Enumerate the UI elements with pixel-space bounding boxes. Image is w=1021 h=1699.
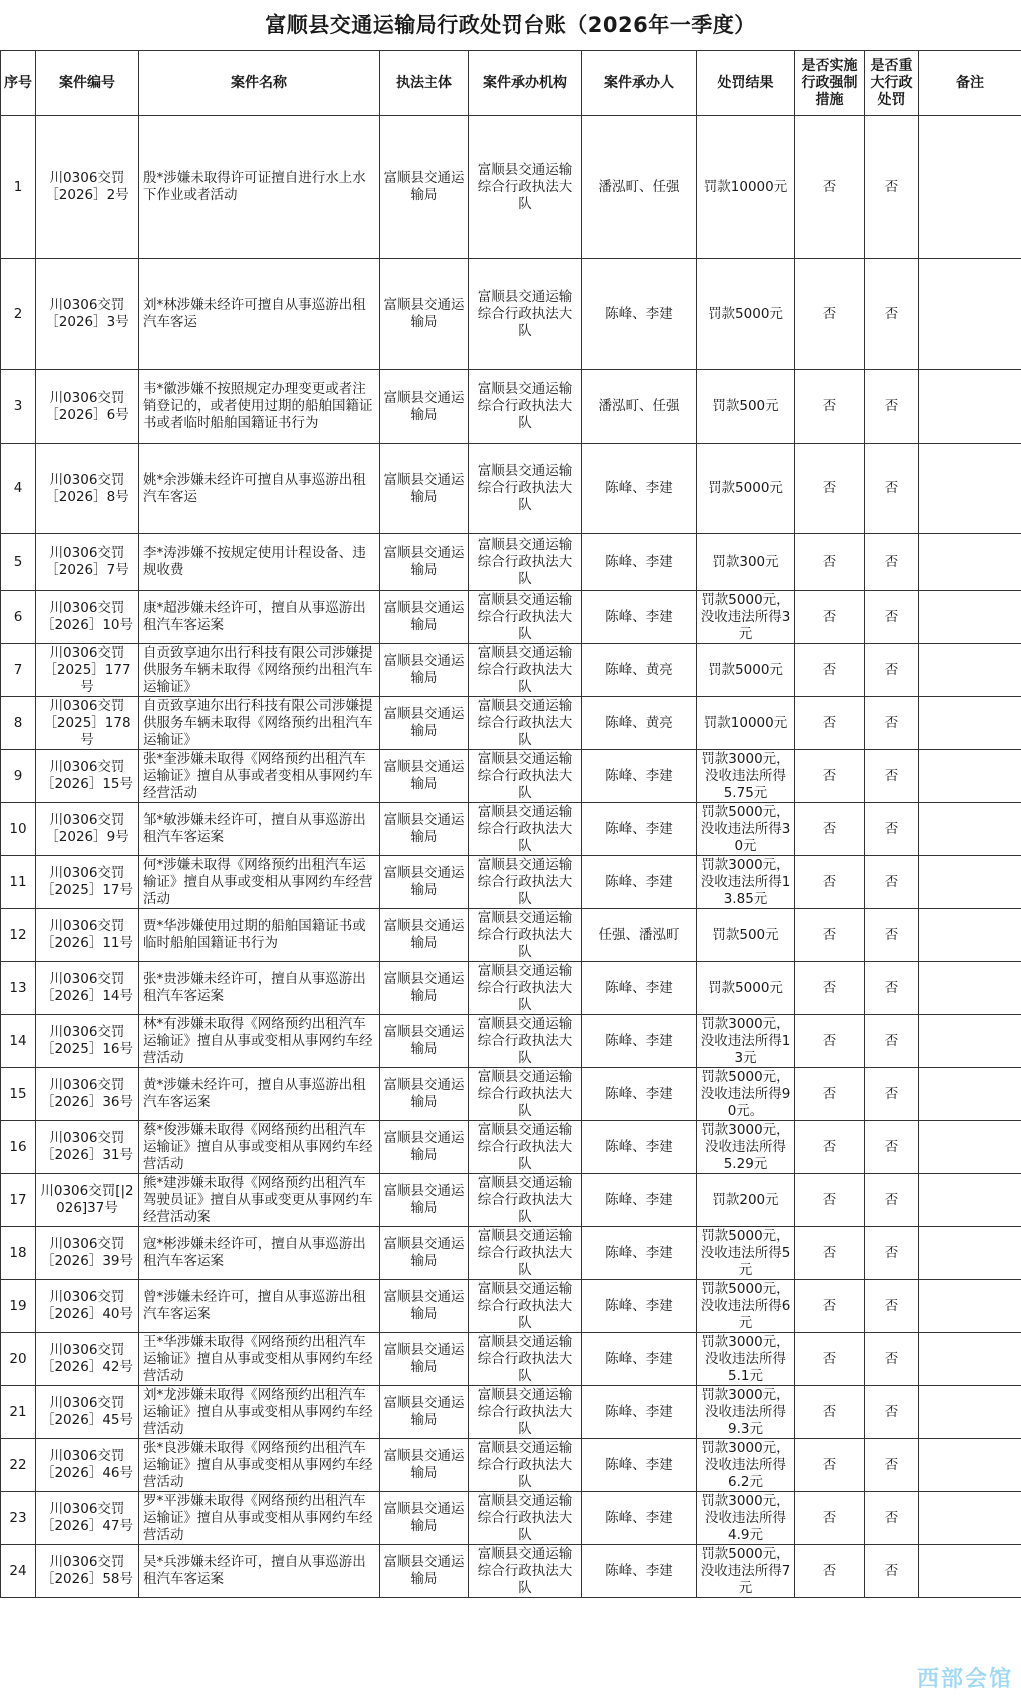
case-code: 川0306交罚［2026］39号 — [36, 1227, 139, 1280]
case-name: 姚*余涉嫌未经许可擅自从事巡游出租汽车客运 — [139, 444, 380, 534]
row-number: 8 — [1, 697, 36, 750]
remark — [919, 534, 1021, 591]
case-name: 熊*建涉嫌未取得《网络预约出租汽车驾驶员证》擅自从事或变更从事网约车经营活动案 — [139, 1174, 380, 1227]
compulsory-measure: 否 — [795, 1545, 865, 1598]
remark — [919, 644, 1021, 697]
major-penalty: 否 — [865, 697, 919, 750]
handling-org: 富顺县交通运输综合行政执法大队 — [469, 1015, 582, 1068]
handling-org: 富顺县交通运输综合行政执法大队 — [469, 644, 582, 697]
handling-org: 富顺县交通运输综合行政执法大队 — [469, 1227, 582, 1280]
header-major: 是否重大行政处罚 — [865, 51, 919, 116]
compulsory-measure: 否 — [795, 116, 865, 259]
row-number: 12 — [1, 909, 36, 962]
compulsory-measure: 否 — [795, 1492, 865, 1545]
enforcement-subject: 富顺县交通运输局 — [380, 1492, 469, 1545]
penalty-result: 罚款3000元，没收违法所得13.85元 — [697, 856, 795, 909]
table-row — [1, 962, 1021, 1015]
compulsory-measure: 否 — [795, 259, 865, 370]
table-row — [1, 1439, 1021, 1492]
row-number: 21 — [1, 1386, 36, 1439]
major-penalty: 否 — [865, 1280, 919, 1333]
penalty-result: 罚款10000元 — [697, 697, 795, 750]
handling-org: 富顺县交通运输综合行政执法大队 — [469, 591, 582, 644]
major-penalty: 否 — [865, 370, 919, 444]
remark — [919, 750, 1021, 803]
penalty-result: 罚款5000元，没收违法所得6元 — [697, 1280, 795, 1333]
handling-officer: 陈峰、李建 — [582, 750, 697, 803]
case-code: 川0306交罚［2026］8号 — [36, 444, 139, 534]
case-code: 川0306交罚［2025］178号 — [36, 697, 139, 750]
enforcement-subject: 富顺县交通运输局 — [380, 1280, 469, 1333]
enforcement-subject: 富顺县交通运输局 — [380, 1386, 469, 1439]
table-row — [1, 909, 1021, 962]
case-code: 川0306交罚［2025］16号 — [36, 1015, 139, 1068]
case-name: 自贡致享迪尔出行科技有限公司涉嫌提供服务车辆未取得《网络预约出租汽车运输证》 — [139, 697, 380, 750]
case-code: 川0306交罚［2026］47号 — [36, 1492, 139, 1545]
major-penalty: 否 — [865, 750, 919, 803]
handling-org: 富顺县交通运输综合行政执法大队 — [469, 803, 582, 856]
penalty-result: 罚款5000元 — [697, 444, 795, 534]
case-code: 川0306交罚［2026］42号 — [36, 1333, 139, 1386]
penalty-result: 罚款500元 — [697, 370, 795, 444]
compulsory-measure: 否 — [795, 697, 865, 750]
handling-officer: 任强、潘泓町 — [582, 909, 697, 962]
handling-officer: 陈峰、李建 — [582, 856, 697, 909]
remark — [919, 1121, 1021, 1174]
case-code: 川0306交罚［2026］46号 — [36, 1439, 139, 1492]
handling-org: 富顺县交通运输综合行政执法大队 — [469, 697, 582, 750]
case-name: 张*贵涉嫌未经许可，擅自从事巡游出租汽车客运案 — [139, 962, 380, 1015]
penalty-result: 罚款300元 — [697, 534, 795, 591]
handling-officer: 陈峰、李建 — [582, 259, 697, 370]
header-name: 案件名称 — [139, 51, 380, 116]
enforcement-subject: 富顺县交通运输局 — [380, 856, 469, 909]
table-header-row — [1, 51, 1021, 116]
remark — [919, 259, 1021, 370]
row-number: 14 — [1, 1015, 36, 1068]
header-officer: 案件承办人 — [582, 51, 697, 116]
enforcement-subject: 富顺县交通运输局 — [380, 803, 469, 856]
case-name: 吴*兵涉嫌未经许可，擅自从事巡游出租汽车客运案 — [139, 1545, 380, 1598]
enforcement-subject: 富顺县交通运输局 — [380, 1333, 469, 1386]
table-row — [1, 534, 1021, 591]
handling-org: 富顺县交通运输综合行政执法大队 — [469, 116, 582, 259]
handling-org: 富顺县交通运输综合行政执法大队 — [469, 1439, 582, 1492]
compulsory-measure: 否 — [795, 444, 865, 534]
handling-org: 富顺县交通运输综合行政执法大队 — [469, 1174, 582, 1227]
table-row — [1, 1015, 1021, 1068]
row-number: 11 — [1, 856, 36, 909]
table-row — [1, 644, 1021, 697]
penalty-result: 罚款5000元，没收违法所得5元 — [697, 1227, 795, 1280]
major-penalty: 否 — [865, 1333, 919, 1386]
case-code: 川0306交罚［2026］2号 — [36, 116, 139, 259]
case-code: 川0306交罚［2026］31号 — [36, 1121, 139, 1174]
enforcement-subject: 富顺县交通运输局 — [380, 962, 469, 1015]
major-penalty: 否 — [865, 1386, 919, 1439]
major-penalty: 否 — [865, 962, 919, 1015]
row-number: 20 — [1, 1333, 36, 1386]
handling-org: 富顺县交通运输综合行政执法大队 — [469, 370, 582, 444]
row-number: 24 — [1, 1545, 36, 1598]
table-row — [1, 856, 1021, 909]
compulsory-measure: 否 — [795, 1174, 865, 1227]
case-name: 韦*徽涉嫌不按照规定办理变更或者注销登记的，或者使用过期的船舶国籍证书或者临时船舶国籍证书行为 — [139, 370, 380, 444]
major-penalty: 否 — [865, 803, 919, 856]
case-name: 刘*林涉嫌未经许可擅自从事巡游出租汽车客运 — [139, 259, 380, 370]
row-number: 10 — [1, 803, 36, 856]
penalty-result: 罚款5000元，没收违法所得7元 — [697, 1545, 795, 1598]
table-row — [1, 1386, 1021, 1439]
row-number: 1 — [1, 116, 36, 259]
compulsory-measure: 否 — [795, 803, 865, 856]
case-name: 何*涉嫌未取得《网络预约出租汽车运输证》擅自从事或变相从事网约车经营活动 — [139, 856, 380, 909]
case-code: 川0306交罚［2026］7号 — [36, 534, 139, 591]
major-penalty: 否 — [865, 909, 919, 962]
handling-org: 富顺县交通运输综合行政执法大队 — [469, 962, 582, 1015]
header-force: 是否实施行政强制措施 — [795, 51, 865, 116]
header-result: 处罚结果 — [697, 51, 795, 116]
handling-officer: 陈峰、李建 — [582, 534, 697, 591]
table-row — [1, 803, 1021, 856]
remark — [919, 444, 1021, 534]
case-code: 川0306交罚［2025］17号 — [36, 856, 139, 909]
row-number: 2 — [1, 259, 36, 370]
enforcement-subject: 富顺县交通运输局 — [380, 259, 469, 370]
compulsory-measure: 否 — [795, 856, 865, 909]
penalty-result: 罚款3000元，没收违法所得5.1元 — [697, 1333, 795, 1386]
remark — [919, 370, 1021, 444]
table-row — [1, 259, 1021, 370]
handling-officer: 陈峰、黄亮 — [582, 697, 697, 750]
compulsory-measure: 否 — [795, 750, 865, 803]
penalty-result: 罚款3000元，没收违法所得6.2元 — [697, 1439, 795, 1492]
major-penalty: 否 — [865, 534, 919, 591]
case-code: 川0306交罚［2026］9号 — [36, 803, 139, 856]
case-name: 曾*涉嫌未经许可，擅自从事巡游出租汽车客运案 — [139, 1280, 380, 1333]
header-subject: 执法主体 — [380, 51, 469, 116]
case-name: 贾*华涉嫌使用过期的船舶国籍证书或临时船舶国籍证书行为 — [139, 909, 380, 962]
handling-officer: 陈峰、李建 — [582, 962, 697, 1015]
row-number: 15 — [1, 1068, 36, 1121]
compulsory-measure: 否 — [795, 1280, 865, 1333]
penalty-result: 罚款5000元，没收违法所得30元 — [697, 803, 795, 856]
enforcement-subject: 富顺县交通运输局 — [380, 1227, 469, 1280]
remark — [919, 1545, 1021, 1598]
table-row — [1, 1280, 1021, 1333]
compulsory-measure: 否 — [795, 1333, 865, 1386]
remark — [919, 1015, 1021, 1068]
remark — [919, 909, 1021, 962]
row-number: 9 — [1, 750, 36, 803]
enforcement-subject: 富顺县交通运输局 — [380, 444, 469, 534]
enforcement-subject: 富顺县交通运输局 — [380, 1015, 469, 1068]
row-number: 19 — [1, 1280, 36, 1333]
handling-org: 富顺县交通运输综合行政执法大队 — [469, 534, 582, 591]
handling-officer: 陈峰、李建 — [582, 1386, 697, 1439]
major-penalty: 否 — [865, 1068, 919, 1121]
table-row — [1, 591, 1021, 644]
table-row — [1, 1492, 1021, 1545]
table-row — [1, 1545, 1021, 1598]
row-number: 23 — [1, 1492, 36, 1545]
compulsory-measure: 否 — [795, 534, 865, 591]
header-org: 案件承办机构 — [469, 51, 582, 116]
handling-org: 富顺县交通运输综合行政执法大队 — [469, 1492, 582, 1545]
major-penalty: 否 — [865, 644, 919, 697]
case-name: 自贡致享迪尔出行科技有限公司涉嫌提供服务车辆未取得《网络预约出租汽车运输证》 — [139, 644, 380, 697]
case-name: 殷*涉嫌未取得许可证擅自进行水上水下作业或者活动 — [139, 116, 380, 259]
handling-officer: 潘泓町、任强 — [582, 116, 697, 259]
case-code: 川0306交罚［2025］177号 — [36, 644, 139, 697]
table-row — [1, 1174, 1021, 1227]
major-penalty: 否 — [865, 1227, 919, 1280]
compulsory-measure: 否 — [795, 1068, 865, 1121]
remark — [919, 116, 1021, 259]
enforcement-subject: 富顺县交通运输局 — [380, 1174, 469, 1227]
handling-org: 富顺县交通运输综合行政执法大队 — [469, 1545, 582, 1598]
row-number: 7 — [1, 644, 36, 697]
page-title: 富顺县交通运输局行政处罚台账（2026年一季度） — [265, 13, 756, 37]
remark — [919, 697, 1021, 750]
remark — [919, 1068, 1021, 1121]
major-penalty: 否 — [865, 1439, 919, 1492]
header-note: 备注 — [919, 51, 1021, 116]
case-code: 川0306交罚［2026］45号 — [36, 1386, 139, 1439]
major-penalty: 否 — [865, 856, 919, 909]
remark — [919, 1174, 1021, 1227]
row-number: 13 — [1, 962, 36, 1015]
enforcement-subject: 富顺县交通运输局 — [380, 591, 469, 644]
penalty-result: 罚款500元 — [697, 909, 795, 962]
enforcement-subject: 富顺县交通运输局 — [380, 1068, 469, 1121]
handling-officer: 陈峰、李建 — [582, 1545, 697, 1598]
header-code: 案件编号 — [36, 51, 139, 116]
handling-org: 富顺县交通运输综合行政执法大队 — [469, 259, 582, 370]
enforcement-subject: 富顺县交通运输局 — [380, 1121, 469, 1174]
table-row — [1, 1121, 1021, 1174]
handling-officer: 陈峰、李建 — [582, 1280, 697, 1333]
row-number: 6 — [1, 591, 36, 644]
remark — [919, 1492, 1021, 1545]
case-name: 邹*敏涉嫌未经许可，擅自从事巡游出租汽车客运案 — [139, 803, 380, 856]
case-code: 川0306交罚［2026］58号 — [36, 1545, 139, 1598]
table-row — [1, 1227, 1021, 1280]
remark — [919, 1333, 1021, 1386]
enforcement-subject: 富顺县交通运输局 — [380, 750, 469, 803]
compulsory-measure: 否 — [795, 370, 865, 444]
remark — [919, 856, 1021, 909]
case-code: 川0306交罚［2026］40号 — [36, 1280, 139, 1333]
remark — [919, 591, 1021, 644]
handling-officer: 陈峰、李建 — [582, 803, 697, 856]
row-number: 16 — [1, 1121, 36, 1174]
major-penalty: 否 — [865, 444, 919, 534]
remark — [919, 803, 1021, 856]
handling-org: 富顺县交通运输综合行政执法大队 — [469, 1333, 582, 1386]
enforcement-subject: 富顺县交通运输局 — [380, 534, 469, 591]
handling-officer: 陈峰、黄亮 — [582, 644, 697, 697]
major-penalty: 否 — [865, 116, 919, 259]
enforcement-subject: 富顺县交通运输局 — [380, 116, 469, 259]
remark — [919, 1386, 1021, 1439]
case-code: 川0306交罚［2026］11号 — [36, 909, 139, 962]
handling-officer: 陈峰、李建 — [582, 591, 697, 644]
case-name: 康*超涉嫌未经许可，擅自从事巡游出租汽车客运案 — [139, 591, 380, 644]
remark — [919, 1227, 1021, 1280]
handling-org: 富顺县交通运输综合行政执法大队 — [469, 1121, 582, 1174]
handling-officer: 陈峰、李建 — [582, 1439, 697, 1492]
compulsory-measure: 否 — [795, 1386, 865, 1439]
handling-officer: 陈峰、李建 — [582, 1121, 697, 1174]
handling-officer: 陈峰、李建 — [582, 1227, 697, 1280]
header-no: 序号 — [1, 51, 36, 116]
row-number: 3 — [1, 370, 36, 444]
handling-org: 富顺县交通运输综合行政执法大队 — [469, 856, 582, 909]
penalty-result: 罚款5000元 — [697, 644, 795, 697]
case-code: 川0306交罚［2026］14号 — [36, 962, 139, 1015]
compulsory-measure: 否 — [795, 644, 865, 697]
compulsory-measure: 否 — [795, 962, 865, 1015]
handling-org: 富顺县交通运输综合行政执法大队 — [469, 909, 582, 962]
major-penalty: 否 — [865, 591, 919, 644]
penalty-result: 罚款5000元 — [697, 259, 795, 370]
handling-officer: 陈峰、李建 — [582, 1492, 697, 1545]
compulsory-measure: 否 — [795, 1121, 865, 1174]
case-name: 黄*涉嫌未经许可，擅自从事巡游出租汽车客运案 — [139, 1068, 380, 1121]
remark — [919, 1280, 1021, 1333]
row-number: 18 — [1, 1227, 36, 1280]
major-penalty: 否 — [865, 1492, 919, 1545]
enforcement-subject: 富顺县交通运输局 — [380, 644, 469, 697]
penalty-result: 罚款200元 — [697, 1174, 795, 1227]
handling-org: 富顺县交通运输综合行政执法大队 — [469, 1386, 582, 1439]
row-number: 5 — [1, 534, 36, 591]
case-code: 川0306交罚［2026］6号 — [36, 370, 139, 444]
handling-officer: 陈峰、李建 — [582, 1068, 697, 1121]
case-name: 王*华涉嫌未取得《网络预约出租汽车运输证》擅自从事或变相从事网约车经营活动 — [139, 1333, 380, 1386]
case-code: 川0306交罚[|2026]37号 — [36, 1174, 139, 1227]
handling-org: 富顺县交通运输综合行政执法大队 — [469, 1280, 582, 1333]
handling-officer: 潘泓町、任强 — [582, 370, 697, 444]
compulsory-measure: 否 — [795, 591, 865, 644]
handling-officer: 陈峰、李建 — [582, 1015, 697, 1068]
major-penalty: 否 — [865, 1015, 919, 1068]
compulsory-measure: 否 — [795, 1439, 865, 1492]
penalty-ledger-table — [0, 50, 1021, 1598]
row-number: 17 — [1, 1174, 36, 1227]
enforcement-subject: 富顺县交通运输局 — [380, 909, 469, 962]
case-code: 川0306交罚［2026］10号 — [36, 591, 139, 644]
table-row — [1, 444, 1021, 534]
table-row — [1, 116, 1021, 259]
table-row — [1, 1333, 1021, 1386]
penalty-result: 罚款3000元，没收违法所得9.3元 — [697, 1386, 795, 1439]
penalty-result: 罚款3000元，没收违法所得13元 — [697, 1015, 795, 1068]
case-name: 张*奎涉嫌未取得《网络预约出租汽车运输证》擅自从事或者变相从事网约车经营活动 — [139, 750, 380, 803]
remark — [919, 1439, 1021, 1492]
case-name: 刘*龙涉嫌未取得《网络预约出租汽车运输证》擅自从事或变相从事网约车经营活动 — [139, 1386, 380, 1439]
compulsory-measure: 否 — [795, 1227, 865, 1280]
case-code: 川0306交罚［2026］36号 — [36, 1068, 139, 1121]
case-name: 蔡*俊涉嫌未取得《网络预约出租汽车运输证》擅自从事或变相从事网约车经营活动 — [139, 1121, 380, 1174]
case-name: 李*涛涉嫌不按规定使用计程设备、违规收费 — [139, 534, 380, 591]
case-code: 川0306交罚［2026］3号 — [36, 259, 139, 370]
handling-org: 富顺县交通运输综合行政执法大队 — [469, 1068, 582, 1121]
penalty-result: 罚款3000元，没收违法所得5.75元 — [697, 750, 795, 803]
major-penalty: 否 — [865, 1545, 919, 1598]
compulsory-measure: 否 — [795, 1015, 865, 1068]
enforcement-subject: 富顺县交通运输局 — [380, 697, 469, 750]
case-name: 寇*彬涉嫌未经许可，擅自从事巡游出租汽车客运案 — [139, 1227, 380, 1280]
compulsory-measure: 否 — [795, 909, 865, 962]
penalty-result: 罚款5000元 — [697, 962, 795, 1015]
handling-officer: 陈峰、李建 — [582, 1333, 697, 1386]
table-row — [1, 697, 1021, 750]
watermark-logo: 西部会馆 — [916, 1667, 1013, 1692]
penalty-result: 罚款3000元，没收违法所得4.9元 — [697, 1492, 795, 1545]
row-number: 4 — [1, 444, 36, 534]
handling-org: 富顺县交通运输综合行政执法大队 — [469, 750, 582, 803]
table-row — [1, 750, 1021, 803]
handling-officer: 陈峰、李建 — [582, 444, 697, 534]
enforcement-subject: 富顺县交通运输局 — [380, 1439, 469, 1492]
major-penalty: 否 — [865, 1174, 919, 1227]
penalty-result: 罚款5000元，没收违法所得90元。 — [697, 1068, 795, 1121]
handling-org: 富顺县交通运输综合行政执法大队 — [469, 444, 582, 534]
case-name: 罗*平涉嫌未取得《网络预约出租汽车运输证》擅自从事或变相从事网约车经营活动 — [139, 1492, 380, 1545]
table-row — [1, 1068, 1021, 1121]
enforcement-subject: 富顺县交通运输局 — [380, 370, 469, 444]
handling-officer: 陈峰、李建 — [582, 1174, 697, 1227]
case-name: 张*良涉嫌未取得《网络预约出租汽车运输证》擅自从事或变相从事网约车经营活动 — [139, 1439, 380, 1492]
enforcement-subject: 富顺县交通运输局 — [380, 1545, 469, 1598]
case-code: 川0306交罚［2026］15号 — [36, 750, 139, 803]
major-penalty: 否 — [865, 259, 919, 370]
penalty-result: 罚款5000元，没收违法所得3元 — [697, 591, 795, 644]
penalty-result: 罚款10000元 — [697, 116, 795, 259]
case-name: 林*有涉嫌未取得《网络预约出租汽车运输证》擅自从事或变相从事网约车经营活动 — [139, 1015, 380, 1068]
row-number: 22 — [1, 1439, 36, 1492]
remark — [919, 962, 1021, 1015]
major-penalty: 否 — [865, 1121, 919, 1174]
table-row — [1, 370, 1021, 444]
penalty-result: 罚款3000元，没收违法所得5.29元 — [697, 1121, 795, 1174]
